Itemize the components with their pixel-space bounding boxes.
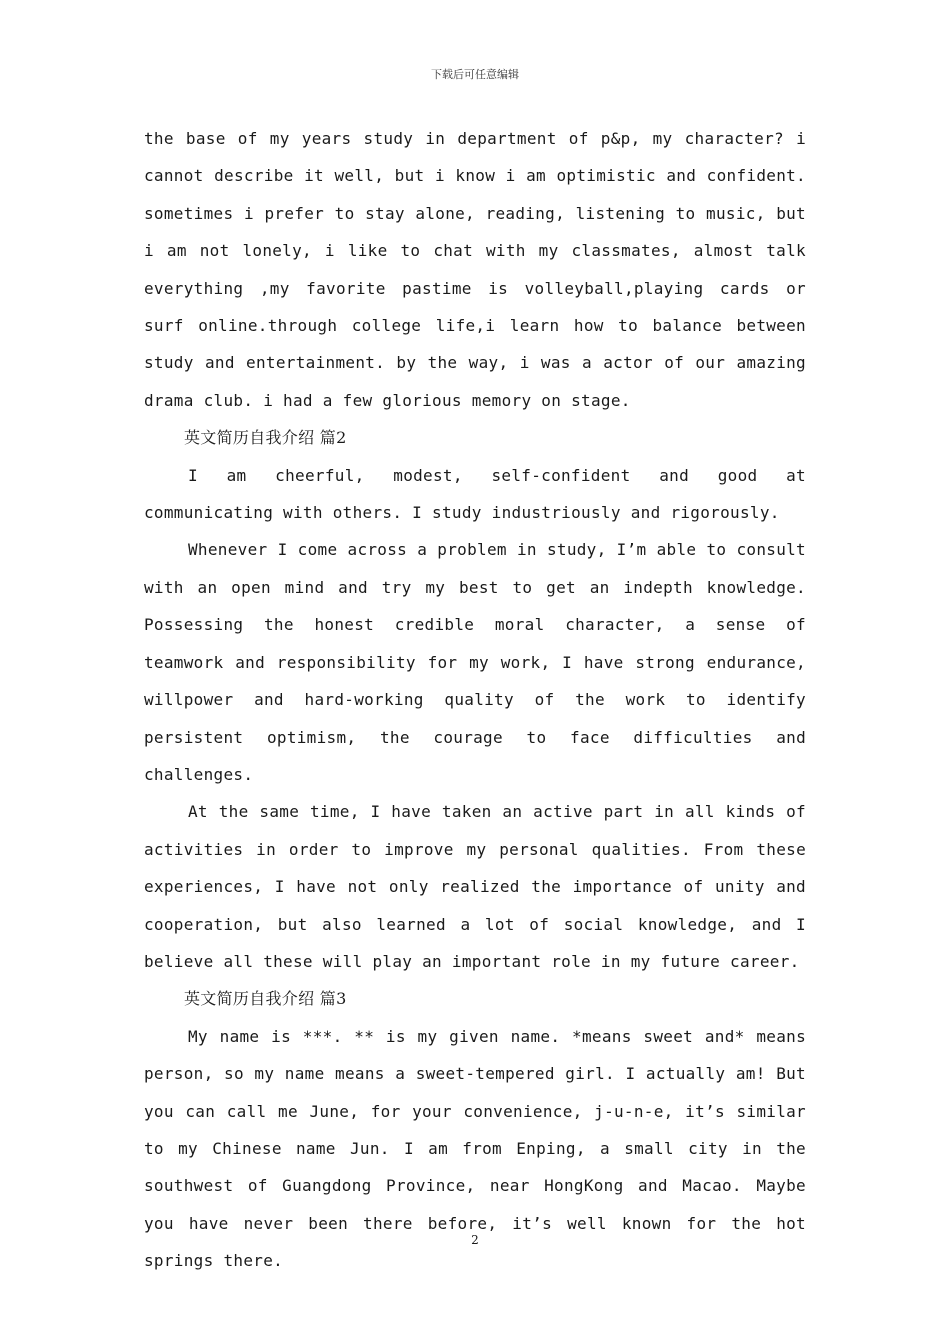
paragraph-problem-solving: Whenever I come across a problem in study, I’m able to consult with an open mind and try my best to get an indepth knowledge. Possessing the honest credible moral character, a sense of teamwork and responsibility for my work, I have strong endurance, willpower and hard-working quality of the work to identify persistent optimism, the courage to face difficulties and challenges. — [144, 540, 806, 784]
page-header: 下载后可任意编辑 — [431, 68, 519, 81]
section-heading-2: 英文简历自我介绍 篇2 — [184, 428, 347, 448]
paragraph-intro-continued: the base of my years study in department of p&p, my character? i cannot describe it well, but i know i am optimistic and confident. sometimes i prefer to stay alone, reading, listening to music, but i am not lonely, i like to chat with my classmates, almost talk everything ,my favorite pastime is volleyball,playing cards or surf online.through college life,i learn how to balance between study and entertainment. by the way, i was a actor of our amazing drama club. i had a few glorious memory on stage. — [144, 129, 806, 410]
page-number: 2 — [471, 1233, 479, 1247]
paragraph-activities: At the same time, I have taken an active part in all kinds of activities in order to improve my personal qualities. From these experiences, I have not only realized the importance of unity and cooperation, but also learned a lot of social knowledge, and I believe all these will play an important role in my future career. — [144, 802, 806, 971]
section-heading-3: 英文简历自我介绍 篇3 — [184, 989, 347, 1009]
document-body — [144, 120, 806, 1280]
paragraph-my-name: My name is ***. ** is my given name. *means sweet and* means person, so my name means a sweet-tempered girl. I actually am! But you can call me June, for your convenience, j-u-n-e, it’s similar to my Chinese name Jun. I am from Enping, a small city in the southwest of Guangdong Province, near HongKong and Macao. Maybe you have never been there before, it’s well known for the hot springs there. — [144, 1026, 806, 1271]
paragraph-cheerful: I am cheerful, modest, self-confident and good at communicating with others. I study industriously and rigorously. — [144, 465, 806, 523]
